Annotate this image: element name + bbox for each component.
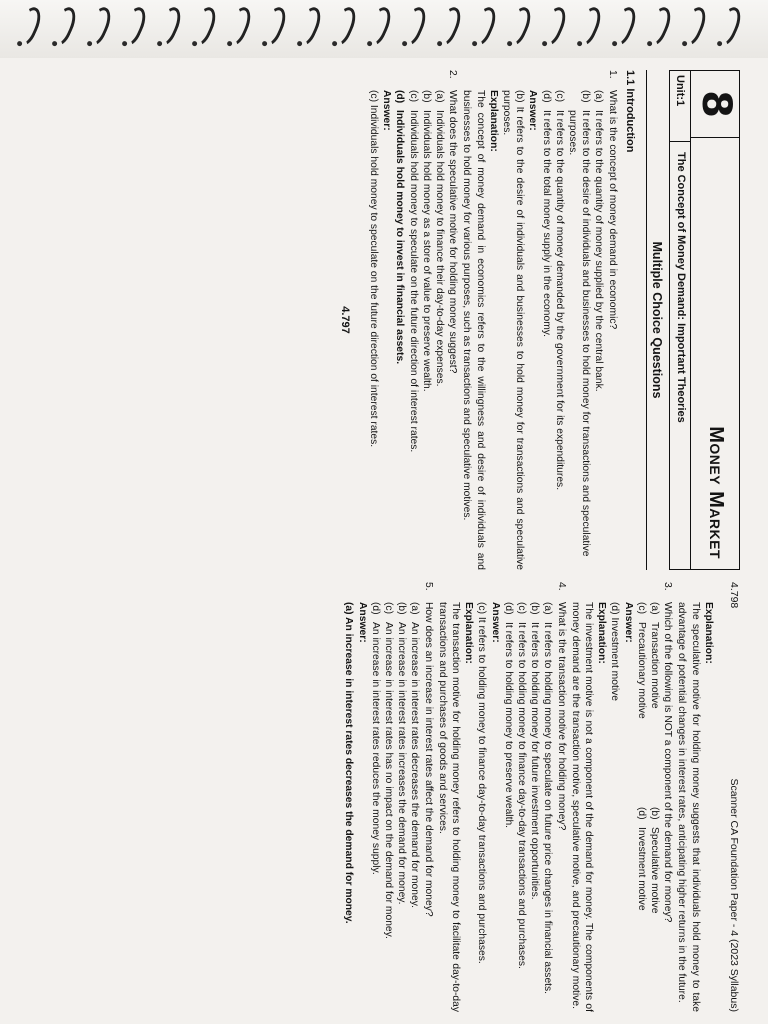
option-text: Individuals hold money to invest in financial assets. bbox=[394, 110, 406, 365]
option-label: (d) bbox=[540, 90, 552, 103]
option-label: (b) bbox=[648, 807, 660, 820]
running-header bbox=[727, 582, 740, 1012]
option-text: It refers to holding money to finance day-to-day transactions and purchases. bbox=[515, 622, 527, 969]
explanation-text: The transaction motive for holding money refers to holding money to facilitate day-to-day transactions and purchases of goods and services. bbox=[436, 602, 461, 1012]
option-label: (b) bbox=[420, 90, 432, 103]
question-1 bbox=[460, 70, 618, 570]
option-label: (d) bbox=[369, 602, 381, 615]
explanation-text: The speculative motive for holding money suggests that individuals hold money to take advantage of potential changes in interest rates, anticipating higher returns in the future. bbox=[676, 602, 701, 1012]
option-text: Individuals hold money to speculate on the future direction of interest rates. bbox=[407, 110, 419, 453]
spiral-ring bbox=[116, 4, 151, 49]
spiral-ring bbox=[326, 4, 361, 49]
answer-label: Answer: bbox=[622, 602, 634, 643]
page-4-798 bbox=[125, 582, 740, 1012]
chapter-header bbox=[690, 70, 740, 570]
page-4-797 bbox=[125, 70, 740, 570]
answer-text: (c) Individuals hold money to speculate on the future direction of interest rates. bbox=[367, 90, 379, 448]
option-label: (a) bbox=[593, 90, 605, 103]
question-number: 3. bbox=[662, 582, 674, 591]
option-text: It refers to holding money for future investment opportunities. bbox=[529, 622, 541, 900]
spiral-binding bbox=[0, 0, 768, 58]
spiral-ring bbox=[361, 4, 396, 49]
question-number: 4. bbox=[555, 582, 567, 591]
spiral-ring bbox=[186, 4, 221, 49]
option-text: It refers to the desire of individuals and businesses to hold money for transactions and speculative purposes. bbox=[566, 110, 592, 557]
spiral-ring bbox=[221, 4, 256, 49]
explanation-text: The investment motive is not a component of the demand for money. The components of money demand are the transaction motive, speculative motive, and precautionary motive. bbox=[569, 602, 594, 1012]
question-4 bbox=[436, 582, 568, 1012]
option-label: (c) bbox=[515, 602, 527, 615]
option-text: An increase in interest rates reduces the money supply. bbox=[369, 622, 381, 875]
unit-label: Unit:1 bbox=[670, 71, 690, 142]
option-text: It refers to holding money to speculate on future price changes in financial assets. bbox=[542, 622, 554, 995]
spiral-ring bbox=[396, 4, 431, 49]
spiral-ring bbox=[606, 4, 641, 49]
option-text: Individuals hold money to finance their day-to-day expenses. bbox=[433, 110, 445, 387]
option-text: An increase in interest rates increases the demand for money. bbox=[396, 622, 408, 905]
option-text: Precautionary motive bbox=[635, 622, 647, 719]
question-text: What is the transaction motive for holding money? bbox=[555, 602, 567, 831]
unit-title: The Concept of Money Demand: Important Theories bbox=[674, 152, 687, 423]
option-label: (a) bbox=[648, 602, 660, 615]
option-text: It refers to the quantity of money demanded by the government for its expenditures. bbox=[553, 110, 565, 491]
spiral-ring bbox=[291, 4, 326, 49]
option-label: (a) bbox=[433, 90, 445, 103]
spiral-ring bbox=[641, 4, 676, 49]
question-3 bbox=[569, 582, 675, 1012]
option-label: (d) bbox=[635, 807, 647, 820]
option-text: It refers to the total money supply in the economy. bbox=[540, 110, 552, 338]
spiral-ring bbox=[676, 4, 711, 49]
option-label: (a) bbox=[542, 602, 554, 615]
option-label: (b) bbox=[529, 602, 541, 615]
explanation-text: The concept of money demand in economics refers to the willingness and desire of individuals and businesses to hold money for various purposes, such as transactions and speculative motives. bbox=[461, 90, 486, 570]
question-2 bbox=[367, 70, 459, 570]
option-label: (a) bbox=[409, 602, 421, 615]
spiral-ring bbox=[536, 4, 571, 49]
option-label: (d) bbox=[394, 90, 406, 104]
spiral-ring bbox=[466, 4, 501, 49]
spiral-ring bbox=[431, 4, 466, 49]
option-label: (c) bbox=[553, 90, 565, 103]
explanation-label: Explanation: bbox=[463, 602, 475, 664]
answer-text: (b) It refers to the desire of individuals and businesses to hold money for transactions and speculative purposes. bbox=[500, 90, 526, 570]
intro-heading: 1.1 Introduction bbox=[623, 70, 636, 153]
unit-header bbox=[669, 70, 690, 570]
option-text: It refers to holding money to preserve wealth. bbox=[502, 622, 514, 829]
running-head-title: Scanner CA Foundation Paper - 4 (2023 Syllabus) bbox=[728, 778, 740, 1012]
chapter-number: 8 bbox=[691, 71, 739, 138]
option-text: Transaction motive bbox=[648, 622, 660, 709]
option-label: (d) bbox=[502, 602, 514, 615]
option-text: Investment motive bbox=[635, 827, 647, 911]
option-label: (c) bbox=[382, 602, 394, 615]
spiral-ring bbox=[256, 4, 291, 49]
question-number: 5. bbox=[422, 582, 434, 591]
spiral-ring bbox=[711, 4, 746, 49]
answer-label: Answer: bbox=[381, 90, 393, 131]
spiral-ring bbox=[11, 4, 46, 49]
answer-text: (d) Investment motive bbox=[609, 602, 621, 701]
page-number: 4.797 bbox=[338, 306, 351, 334]
options-grid bbox=[635, 582, 661, 1012]
explanation-label: Explanation: bbox=[702, 602, 714, 664]
spiral-ring bbox=[81, 4, 116, 49]
answer-label: Answer: bbox=[489, 602, 501, 643]
spiral-ring bbox=[151, 4, 186, 49]
question-text: What is the concept of money demand in economic? bbox=[606, 90, 618, 330]
option-text: An increase in interest rates decreases the demand for money. bbox=[409, 622, 421, 908]
section-title: Multiple Choice Questions bbox=[646, 70, 663, 570]
question-text: How does an increase in interest rates affect the demand for money? bbox=[422, 602, 434, 917]
question-text: Which of the following is NOT a component of the demand for money? bbox=[662, 602, 674, 923]
question-5 bbox=[342, 582, 434, 1012]
explanation-label: Explanation: bbox=[596, 602, 608, 664]
question-number: 2. bbox=[447, 70, 459, 79]
spiral-ring bbox=[571, 4, 606, 49]
answer-label: Answer: bbox=[527, 90, 539, 131]
page-number: 4.798 bbox=[728, 582, 740, 609]
spiral-ring bbox=[46, 4, 81, 49]
option-text: An increase in interest rates has no impact on the demand for money. bbox=[382, 622, 394, 939]
option-text: Speculative motive bbox=[648, 827, 660, 914]
option-label: (c) bbox=[635, 602, 647, 615]
answer-label: Answer: bbox=[356, 602, 368, 643]
option-text: Individuals hold money as a store of value to preserve wealth. bbox=[420, 110, 432, 392]
chapter-title: Money Market bbox=[704, 426, 727, 559]
explanation-label: Explanation: bbox=[487, 90, 499, 152]
question-number: 1. bbox=[606, 70, 618, 79]
option-text: It refers to the quantity of money supplied by the central bank. bbox=[593, 110, 605, 392]
answer-text: (a) An increase in interest rates decreases the demand for money. bbox=[343, 602, 355, 924]
option-label: (b) bbox=[396, 602, 408, 615]
option-label: (b) bbox=[580, 90, 592, 103]
answer-text: (c) It refers to holding money to finance day-to-day transactions and purchases. bbox=[476, 602, 488, 964]
question-text: What does the speculative motive for holding money suggest? bbox=[447, 90, 459, 374]
option-label: (c) bbox=[407, 90, 419, 103]
spiral-ring bbox=[501, 4, 536, 49]
